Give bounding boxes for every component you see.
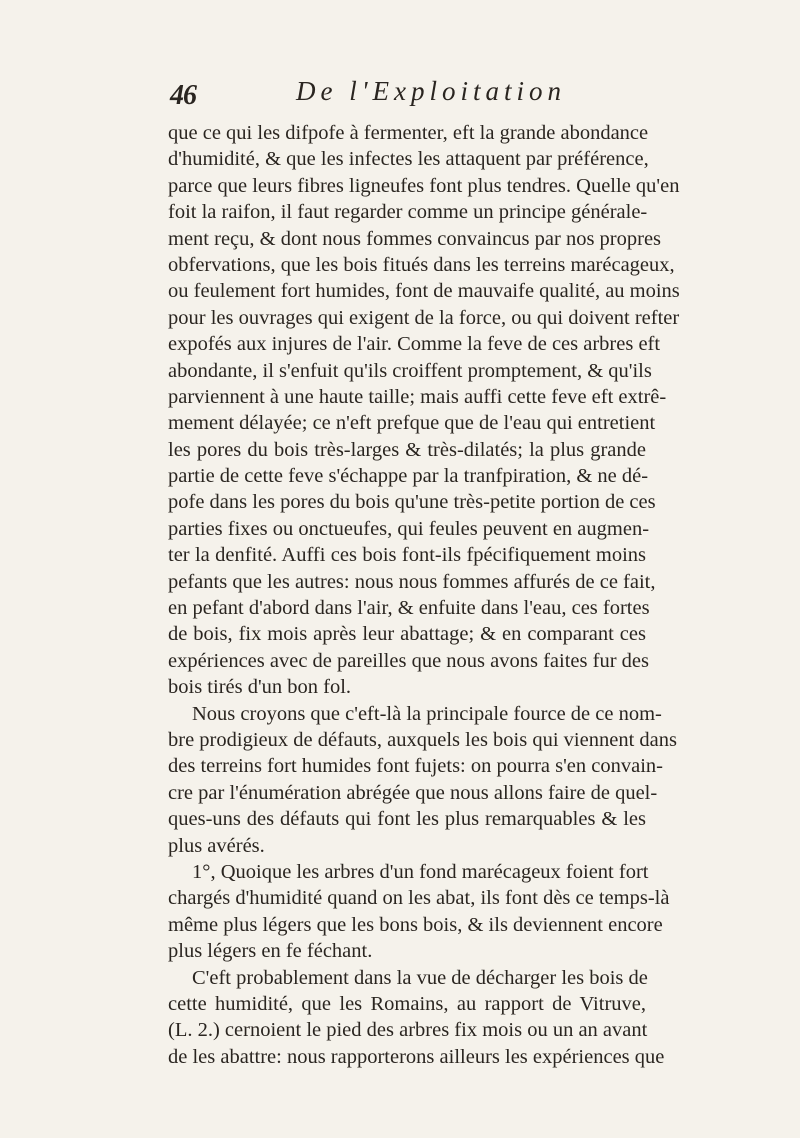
text-line: pofe dans les pores du bois qu'une très-petite portion de ces	[168, 491, 656, 514]
text-line: les pores du bois très-larges & très-dilatés; la plus grande	[168, 438, 646, 461]
body-text	[168, 120, 680, 1070]
text-line: mement délayée; ce n'eft prefque que de l'eau qui entretient	[168, 412, 656, 435]
text-line: (L. 2.) cernoient le pied des arbres fix mois ou un an avant	[168, 1019, 648, 1042]
text-line: chargés d'humidité quand on les abat, ils font dès ce temps-là	[168, 887, 670, 910]
text-line: que ce qui les difpofe à fermenter, eft la grande abondance	[168, 122, 649, 144]
text-line: plus légers en fe féchant.	[168, 940, 373, 963]
text-line: de les abattre: nous rapporterons ailleurs les expériences que	[168, 1045, 665, 1068]
running-title: De l'Exploitation	[296, 76, 566, 106]
text-line: bre prodigieux de défauts, auxquels les bois qui viennent dans	[168, 728, 677, 751]
text-line: en pefant d'abord dans l'air, & enfuite dans l'eau, ces fortes	[168, 597, 650, 620]
text-line: foit la raifon, il faut regarder comme un principe générale-	[168, 201, 648, 224]
text-line: abondante, il s'enfuit qu'ils croiffent promptement, & qu'ils	[168, 359, 652, 382]
text-line: des terreins fort humides font fujets: on pourra s'en convain-	[168, 755, 663, 778]
text-line: C'eft probablement dans la vue de décharger les bois de	[192, 966, 648, 989]
text-line: plus avérés.	[168, 834, 265, 857]
text-line: cre par l'énumération abrégée que nous allons faire de quel-	[168, 781, 658, 804]
text-line: parties fixes ou onctueufes, qui feules peuvent en augmen-	[168, 517, 650, 540]
text-line: pour les ouvrages qui exigent de la force, ou qui doivent refter	[168, 306, 680, 329]
text-line: ter la denfité. Auffi ces bois font-ils fpécifiquement moins	[168, 544, 646, 567]
text-line: parviennent à une haute taille; mais auffi cette feve eft extrê-	[168, 385, 667, 408]
text-line: ques-uns des défauts qui font les plus remarquables & les	[168, 808, 646, 831]
text-line: pefants que les autres: nous nous fommes affurés de ce fait,	[168, 570, 656, 593]
text-line: de bois, fix mois après leur abattage; & en comparant ces	[168, 623, 646, 646]
text-line: 1°, Quoique les arbres d'un fond marécageux foient fort	[192, 860, 649, 883]
text-line: expofés aux injures de l'air. Comme la feve de ces arbres eft	[168, 333, 661, 356]
text-line: Nous croyons que c'eft-là la principale fource de ce nom-	[192, 702, 662, 725]
text-line: obfervations, que les bois fitués dans les terreins marécageux,	[168, 253, 675, 276]
text-line: même plus légers que les bons bois, & ils deviennent encore	[168, 913, 663, 936]
page-number: 46	[170, 80, 196, 111]
text-line: cette humidité, que les Romains, au rapport de Vitruve,	[168, 992, 646, 1015]
text-line: expériences avec de pareilles que nous avons faites fur des	[168, 649, 649, 672]
text-line: parce que leurs fibres ligneufes font plus tendres. Quelle qu'en	[168, 174, 680, 197]
text-line: ment reçu, & dont nous fommes convaincus par nos propres	[168, 227, 662, 250]
text-line: ou feulement fort humides, font de mauvaife qualité, au moins	[168, 280, 680, 303]
text-line: bois tirés d'un bon fol.	[168, 676, 352, 699]
text-line: partie de cette feve s'échappe par la tranfpiration, & ne dé-	[168, 465, 649, 488]
page-header	[170, 76, 660, 116]
text-line: d'humidité, & que les infectes les attaquent par préférence,	[168, 148, 649, 171]
